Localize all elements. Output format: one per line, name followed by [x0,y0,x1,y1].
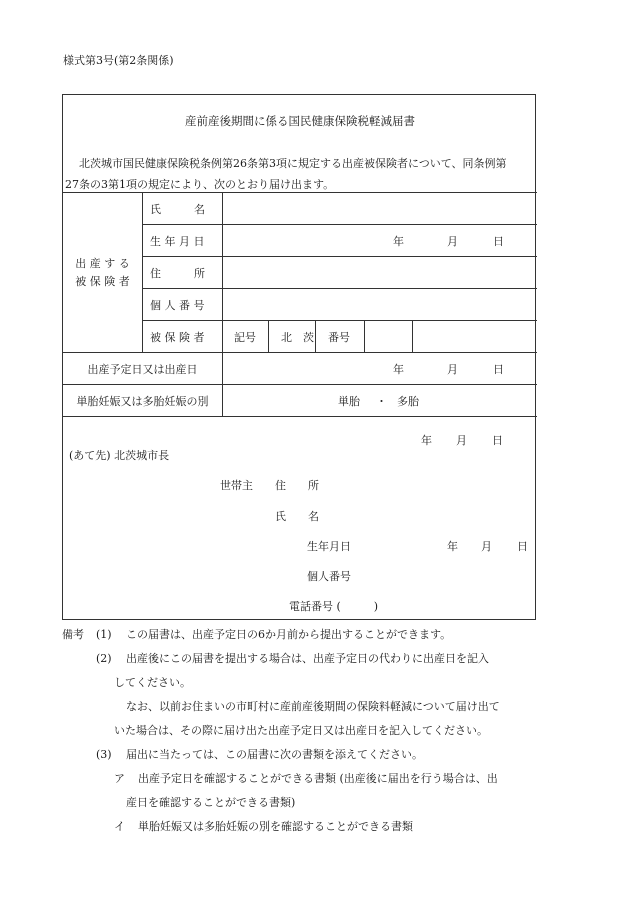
note-2-text-line1: 出産後にこの届書を提出する場合は、出産予定日の代わりに出産日を記入 [126,652,489,665]
notes-heading: 備考 [62,628,84,641]
divider [142,256,537,257]
option-separator: ・ [376,395,387,408]
single-option[interactable]: 単胎 [338,395,360,408]
hh-birth-year-label: 年 [447,540,458,553]
householder-name-label: 氏 名 [275,510,319,523]
submission-month-label: 月 [456,434,467,447]
divider [142,192,143,352]
note-3-text: 届出に当たっては、この届書に次の書類を添えてください。 [126,748,423,761]
divider [268,320,269,352]
birth-year-label: 年 [393,235,404,248]
intro-text-line1: 北茨城市国民健康保険税条例第26条第3項に規定する出産被保険者について、同条例第 [79,157,507,170]
insured-group-label [63,255,142,291]
note-2-text-line4: いた場合は、その際に届け出た出産予定日又は出産日を記入してください。 [114,724,488,737]
householder-personal-number-label: 個人番号 [307,570,351,583]
householder-address-label: 住 所 [275,479,319,492]
form-title: 産前産後期間に係る国民健康保険税軽減届書 [185,114,415,128]
note-3i-mark: イ [114,820,125,833]
note-2-number: (2) [96,652,112,665]
divider [63,192,537,193]
divider [63,416,537,417]
submission-day-label: 日 [492,434,503,447]
note-3a-text-line1: 出産予定日を確認することができる書類 (出産後に届出を行う場合は、出 [138,772,498,785]
divider [63,384,537,385]
birth-date-label: 生 年 月 日 [150,235,205,248]
hh-birth-day-label: 日 [517,540,528,553]
form-number: 様式第3号(第2条関係) [63,54,174,67]
householder-phone-label: 電話番号 ( ) [289,600,379,613]
divider [142,224,537,225]
personal-number-label: 個 人 番 号 [150,299,205,312]
householder-birth-label: 生年月日 [307,540,351,553]
insured-person-label: 被 保 険 者 [150,331,205,344]
divider [142,320,537,321]
addressee: (あて先) 北茨城市長 [69,449,170,462]
divider [364,320,365,352]
number-label: 番号 [328,331,350,344]
name-label: 氏 名 [150,203,205,216]
submission-year-label: 年 [421,434,432,447]
note-2-text-line2: してください。 [114,676,191,689]
note-3a-text-line2: 産日を確認することができる書類) [126,796,296,809]
birth-month-label: 月 [447,235,458,248]
hh-birth-month-label: 月 [481,540,492,553]
divider [315,320,316,352]
due-month-label: 月 [447,363,458,376]
insured-group-label-line1: 出 産 す る [75,257,130,270]
pregnancy-type-label: 単胎妊娠又は多胎妊娠の別 [76,395,209,408]
note-2-text-line3: なお、以前お住まいの市町村に産前産後期間の保険料軽減について届け出て [126,700,500,713]
symbol-label: 記号 [234,331,256,344]
due-date-label: 出産予定日又は出産日 [87,363,198,376]
insured-group-label-line2: 被 保 険 者 [75,275,130,288]
symbol-value: 北 茨 [281,331,314,344]
note-1-text: この届書は、出産予定日の6か月前から提出することができます。 [126,628,452,641]
due-day-label: 日 [493,363,504,376]
note-1-number: (1) [96,628,112,641]
divider [222,192,223,416]
intro-text-line2: 27条の3第1項の規定により、次のとおり届け出ます。 [65,178,335,191]
due-year-label: 年 [393,363,404,376]
householder-label: 世帯主 [220,479,253,492]
notification-form [62,94,536,620]
multiple-option[interactable]: 多胎 [397,395,419,408]
note-3a-mark: ア [114,772,125,785]
note-3-number: (3) [96,748,112,761]
address-label: 住 所 [150,267,205,280]
divider [412,320,413,352]
divider [63,352,537,353]
divider [142,288,537,289]
note-3i-text: 単胎妊娠又は多胎妊娠の別を確認することができる書類 [138,820,413,833]
birth-day-label: 日 [493,235,504,248]
